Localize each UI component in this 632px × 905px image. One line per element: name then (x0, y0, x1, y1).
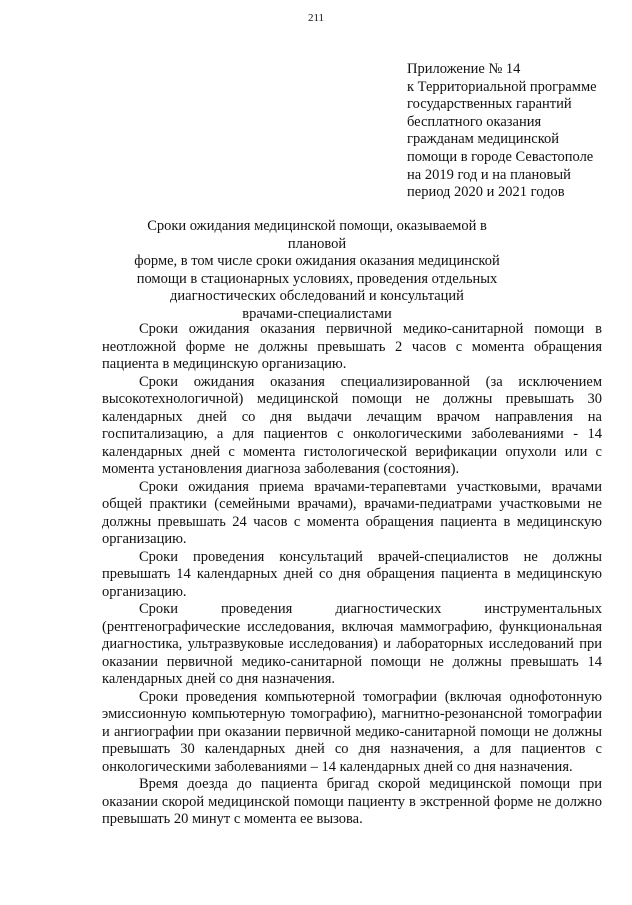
paragraph-ambulance-arrival: Время доезда до пациента бригад скорой медицинской помощи при оказании скорой медицинской помощи пациенту в экстренной форме не должно превышать 20 минут с момента ее вызова. (102, 776, 602, 827)
title-line: врачами-специалистами (242, 305, 392, 322)
document-body (102, 321, 602, 829)
page-number: 211 (307, 12, 325, 24)
annex-line: к Территориальной программе (407, 78, 597, 95)
annex-line: Приложение № 14 (407, 61, 521, 77)
paragraph-specialist-consultation: Сроки проведения консультаций врачей-специалистов не должны превышать 14 календарных дней со дня обращения пациента в медицинскую организацию. (102, 548, 602, 600)
annex-line: на 2019 год и на плановый (407, 166, 571, 183)
annex-header (407, 61, 617, 202)
title-line: диагностических обследований и консультаций (170, 288, 464, 305)
title-line: Сроки ожидания медицинской помощи, оказываемой в плановой (147, 218, 487, 252)
annex-line: государственных гарантий (407, 96, 572, 113)
paragraph-tomography: Сроки проведения компьютерной томографии (включая однофотонную эмиссионную компьютерную томографию), магнитно-резонансной томографии и ангиографии при оказании первичной медико-санитарной помощи не должны превышать 30 календарных дней со дня назначения, а для пациентов с онкологическими заболеваниями – 14 календарных дней со дня назначения. (102, 688, 602, 775)
document-title (120, 218, 514, 324)
annex-line: помощи в городе Севастополе (407, 148, 594, 165)
annex-line: бесплатного оказания (407, 113, 542, 130)
annex-line: гражданам медицинской (407, 131, 560, 148)
paragraph-primary-reception: Сроки ожидания приема врачами-терапевтами участковыми, врачами общей практики (семейными врачами), врачами-педиатрами участковыми не должны превышать 24 часов с момента обращения пациента в медицинскую организацию. (102, 478, 602, 547)
paragraph-diagnostic-tests: Сроки проведения диагностических инструментальных (рентгенографические исследования, включая маммографию, функциональная диагностика, ультразвуковые исследования) и лабораторных исследований при оказании первичной медико-санитарной помощи не должны превышать 14 календарных дней со дня назначения. (102, 601, 602, 687)
annex-line: период 2020 и 2021 годов (407, 184, 565, 201)
paragraph-emergency-care: Сроки ожидания оказания первичной медико-санитарной помощи в неотложной форме не должны превышать 2 часов с момента обращения пациента в медицинскую организацию. (102, 321, 602, 372)
title-line: помощи в стационарных условиях, проведения отдельных (136, 270, 498, 287)
title-line: форме, в том числе сроки ожидания оказания медицинской (134, 253, 500, 270)
paragraph-specialized-care: Сроки ожидания оказания специализированной (за исключением высокотехнологичной) медицинской помощи не должны превышать 30 календарных дней со дня выдачи лечащим врачом направления на госпитализацию, а для пациентов с онкологическими заболеваниями - 14 календарных дней с момента гистологической верификации опухоли или с момента установления диагноза заболевания (состояния). (102, 373, 602, 477)
